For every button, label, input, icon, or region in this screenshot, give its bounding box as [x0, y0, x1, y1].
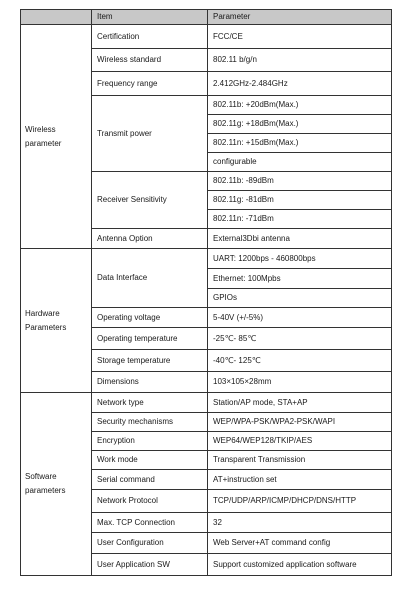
item-cell: Network Protocol — [92, 490, 208, 513]
item-cell: Network type — [92, 393, 208, 413]
parameter-cell: -40℃- 125℃ — [208, 350, 392, 372]
item-cell: Max. TCP Connection — [92, 513, 208, 533]
item-cell: Transmit power — [92, 96, 208, 172]
parameter-cell: 802.11 b/g/n — [208, 49, 392, 72]
parameter-cell: 802.11b: +20dBm(Max.) — [208, 96, 392, 115]
item-cell: Operating voltage — [92, 308, 208, 328]
item-cell: Data Interface — [92, 249, 208, 308]
item-cell: Serial command — [92, 470, 208, 490]
category-cell: Hardware Parameters — [21, 249, 92, 393]
parameter-cell: 802.11n: -71dBm — [208, 210, 392, 229]
table-row — [21, 25, 392, 49]
item-cell: User Configuration — [92, 533, 208, 554]
parameter-cell: 32 — [208, 513, 392, 533]
parameter-cell: configurable — [208, 153, 392, 172]
item-cell: Security mechanisms — [92, 413, 208, 432]
header-item-cell: Item — [92, 10, 208, 25]
item-cell: Receiver Sensitivity — [92, 172, 208, 229]
parameter-cell: Ethernet: 100Mpbs — [208, 269, 392, 289]
header-parameter-cell: Parameter — [208, 10, 392, 25]
parameter-cell: UART: 1200bps - 460800bps — [208, 249, 392, 269]
header-row — [21, 10, 392, 25]
item-cell: Operating temperature — [92, 328, 208, 350]
parameter-cell: Web Server+AT command config — [208, 533, 392, 554]
item-cell: Storage temperature — [92, 350, 208, 372]
item-cell: Encryption — [92, 432, 208, 451]
parameter-cell: 802.11g: +18dBm(Max.) — [208, 115, 392, 134]
parameter-cell: Support customized application software — [208, 554, 392, 576]
table-row — [21, 249, 392, 269]
parameter-cell: -25℃- 85℃ — [208, 328, 392, 350]
parameter-cell: 802.11b: -89dBm — [208, 172, 392, 191]
parameter-cell: Transparent Transmission — [208, 451, 392, 470]
item-cell: Work mode — [92, 451, 208, 470]
parameter-cell: 802.11g: -81dBm — [208, 191, 392, 210]
table-body — [21, 25, 392, 576]
parameter-cell: WEP/WPA-PSK/WPA2-PSK/WAPI — [208, 413, 392, 432]
parameter-cell: 103×105×28mm — [208, 372, 392, 393]
specification-table — [20, 9, 392, 576]
item-cell: Antenna Option — [92, 229, 208, 249]
parameter-cell: AT+instruction set — [208, 470, 392, 490]
parameter-cell: 2.412GHz-2.484GHz — [208, 72, 392, 96]
item-cell: User Application SW — [92, 554, 208, 576]
parameter-cell: GPIOs — [208, 289, 392, 308]
item-cell: Certification — [92, 25, 208, 49]
parameter-cell: 802.11n: +15dBm(Max.) — [208, 134, 392, 153]
parameter-cell: Station/AP mode, STA+AP — [208, 393, 392, 413]
item-cell: Wireless standard — [92, 49, 208, 72]
category-cell: Wireless parameter — [21, 25, 92, 249]
parameter-cell: TCP/UDP/ARP/ICMP/DHCP/DNS/HTTP — [208, 490, 392, 513]
parameter-cell: WEP64/WEP128/TKIP/AES — [208, 432, 392, 451]
item-cell: Frequency range — [92, 72, 208, 96]
parameter-cell: 5-40V (+/-5%) — [208, 308, 392, 328]
table-row — [21, 393, 392, 413]
parameter-cell: FCC/CE — [208, 25, 392, 49]
parameter-cell: External3Dbi antenna — [208, 229, 392, 249]
category-cell: Software parameters — [21, 393, 92, 576]
header-category-cell — [21, 10, 92, 25]
item-cell: Dimensions — [92, 372, 208, 393]
